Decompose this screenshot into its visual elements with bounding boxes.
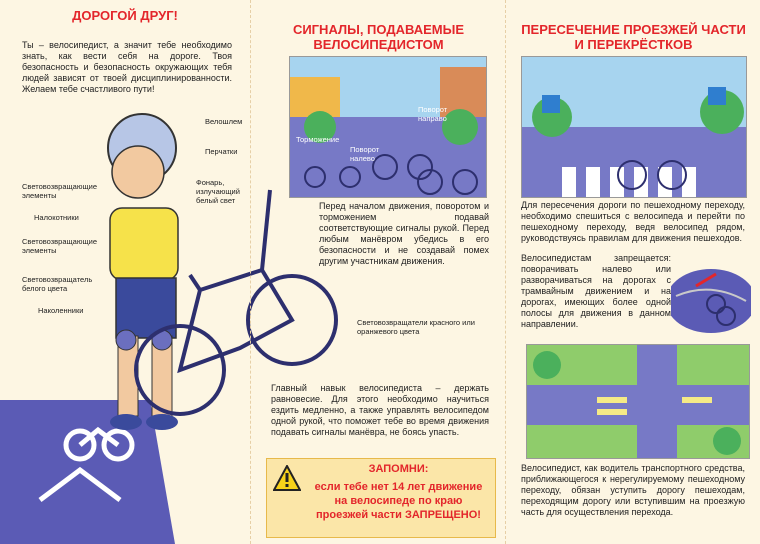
column-crossings bbox=[505, 0, 760, 544]
section2-text2: Главный навык велосипедиста – держать равновесие. Для этого необходимо научиться ездить медленно, а также управлять велосипедом одной рукой, что поможет тебе во время движения подавать сигналы манёвра, не боясь упасть. bbox=[271, 383, 489, 437]
column-dear-friend bbox=[0, 0, 250, 544]
section2-text1: Перед началом движения, поворотом и торможением подавай соответствующие сигналы рукой. Перед любым манёвром убедись в его безопасности и не создавай помех другим участникам движения. bbox=[319, 201, 489, 266]
warning-line3: проезжей части ЗАПРЕЩЕНО! bbox=[316, 509, 481, 521]
section3-title bbox=[506, 22, 760, 52]
section3-text2: Велосипедистам запрещается: поворачивать налево или разворачиваться на дорогах с трамвайным движением и на дорогах, имеющих более одной полосы для движения в данном направлении. bbox=[521, 253, 671, 329]
section3-title-line2: И ПЕРЕКРЁСТКОВ bbox=[574, 37, 693, 52]
warning-box bbox=[266, 458, 496, 538]
intersection-image bbox=[526, 344, 750, 459]
label-helmet: Велошлем bbox=[205, 117, 243, 126]
signal-left-label: Поворот налево bbox=[350, 145, 390, 163]
warning-line2: на велосипеде по краю bbox=[334, 495, 463, 507]
signals-image bbox=[289, 56, 487, 198]
label-lamp: Фонарь, излучающий белый свет bbox=[196, 178, 250, 205]
label-knee: Наколенники bbox=[38, 306, 84, 315]
section1-intro: Ты – велосипедист, а значит тебе необходимо знать, как вести себя на дороге. Твоя безопасность и безопасность окружающих тебя людей зависят от твоей дисциплинированности. Желаем тебе счастливого пути! bbox=[22, 40, 232, 94]
label-elbow: Налокотники bbox=[34, 213, 79, 222]
crosswalk-image bbox=[521, 56, 747, 198]
section3-text1: Для пересечения дороги по пешеходному переходу, необходимо спешиться с велосипеда и перейти по пешеходному переходу, ведя велосипед рядом, руководствуясь правилам для движения пешеходов. bbox=[521, 200, 745, 243]
section1-title: ДОРОГОЙ ДРУГ! bbox=[72, 8, 178, 23]
tram-road-illustration bbox=[671, 246, 751, 336]
label-gloves: Перчатки bbox=[205, 147, 238, 156]
section2-title-line2: ВЕЛОСИПЕДИСТОМ bbox=[313, 37, 444, 52]
section3-text3: Велосипедист, как водитель транспортного средства, приближающегося к нерегулируемому пешеходному переходу, обязан уступить дорогу пешеходам, переходящим дорогу или вступившим на проезжую часть для осуществления перехода. bbox=[521, 463, 745, 517]
section3-title-line1: ПЕРЕСЕЧЕНИЕ ПРОЕЗЖЕЙ ЧАСТИ bbox=[521, 22, 746, 37]
label-white-reflector: Световозвращатель белого цвета bbox=[22, 275, 102, 293]
column-signals bbox=[250, 0, 506, 544]
warning-title: ЗАПОМНИ: bbox=[368, 463, 429, 475]
warning-line1: если тебе нет 14 лет движение bbox=[314, 481, 483, 493]
signal-stop-label: Торможение bbox=[296, 135, 340, 144]
section2-title bbox=[251, 22, 506, 52]
section2-title-line1: СИГНАЛЫ, ПОДАВАЕМЫЕ bbox=[292, 22, 465, 37]
signal-right-label: Поворот направо bbox=[418, 105, 462, 123]
label-reflective-1: Световозвращающие элементы bbox=[22, 182, 102, 200]
warning-icon bbox=[273, 465, 301, 491]
label-red-reflectors: Световозвращатели красного или оранжевого цвета bbox=[357, 318, 477, 336]
label-reflective-2: Световозвращающие элементы bbox=[22, 237, 102, 255]
